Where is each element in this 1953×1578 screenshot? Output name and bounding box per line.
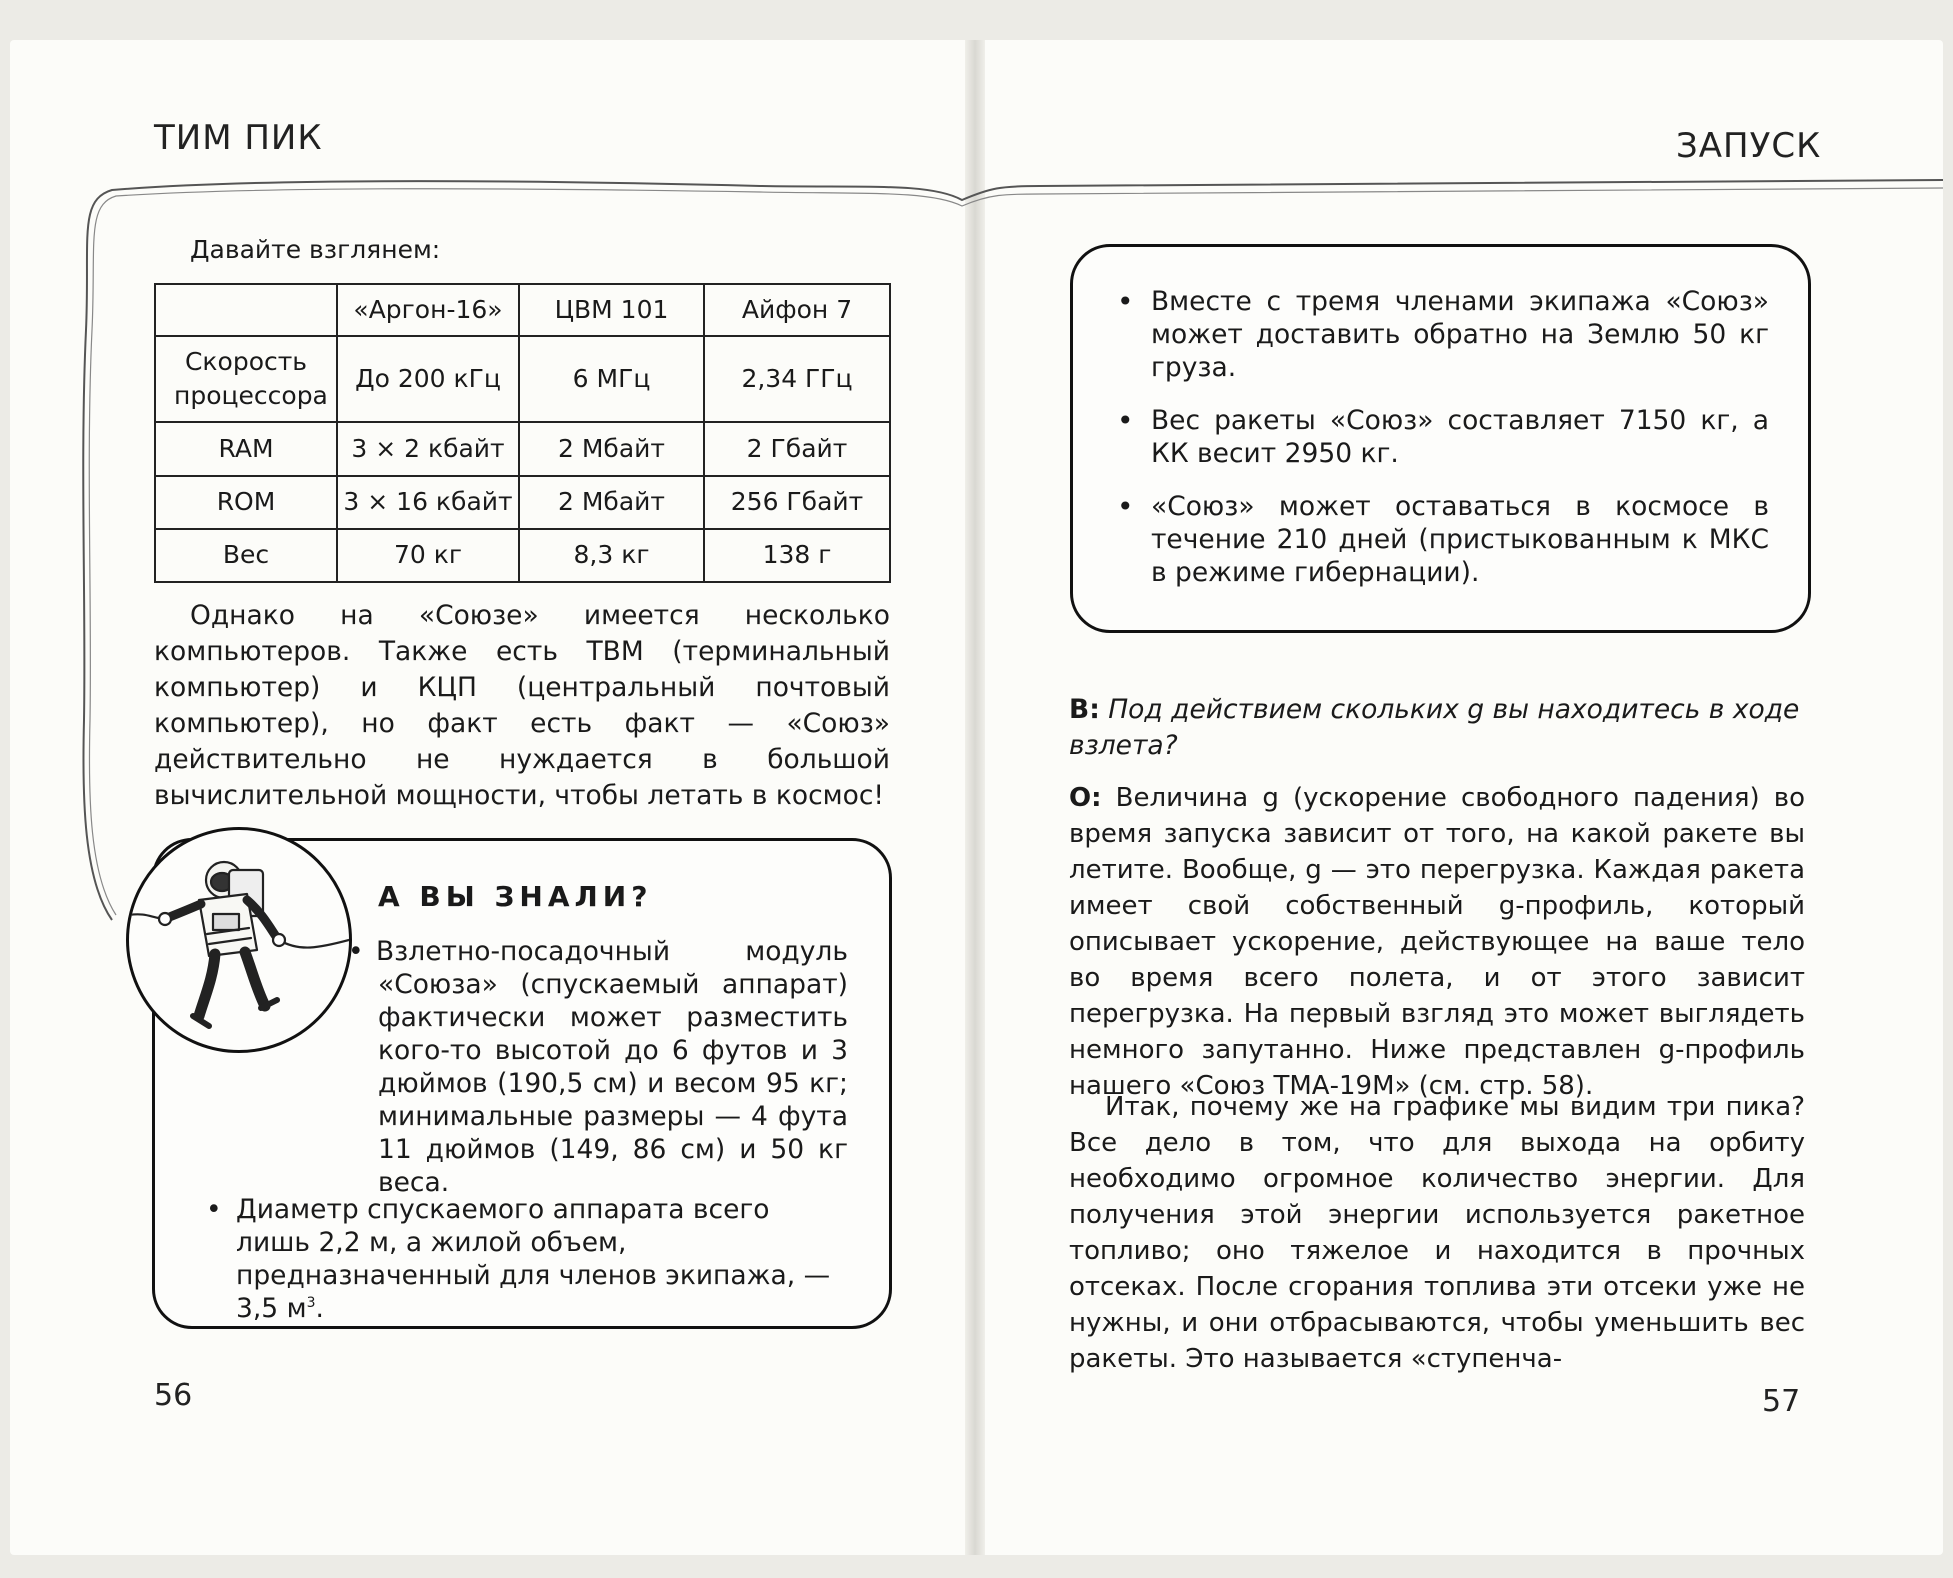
table-row-label: Вес	[155, 529, 337, 582]
astronaut-emblem	[126, 827, 352, 1053]
fact-item: • «Союз» может оставаться в космосе в течение 210 дней (пристыкованным к МКС в режиме гибернации).	[1151, 490, 1769, 589]
table-header-cell: ЦВМ 101	[519, 284, 704, 336]
table-row	[155, 336, 890, 422]
right-paragraph	[1069, 1089, 1805, 1377]
table-row	[155, 476, 890, 529]
astronaut-icon	[129, 830, 349, 1050]
left-paragraph	[154, 598, 890, 814]
table-cell: 2 Мбайт	[519, 476, 704, 529]
bullet-icon: •	[348, 936, 364, 967]
superscript-exponent: 3	[306, 1295, 316, 1312]
running-head-left: ТИМ ПИК	[154, 118, 323, 158]
fact-item: • Вес ракеты «Союз» составляет 7150 кг, а КК весит 2950 кг.	[1151, 404, 1769, 470]
table-row-label: Скорость процессора	[155, 336, 337, 422]
fact-item: • Вместе с тремя членами экипажа «Союз» может доставить обратно на Землю 50 кг груза.	[1151, 285, 1769, 384]
table-row-label: ROM	[155, 476, 337, 529]
page-number-right: 57	[1762, 1384, 1801, 1419]
facts-list	[1151, 285, 1769, 589]
table-row	[155, 529, 890, 582]
running-head-right: ЗАПУСК	[1676, 126, 1822, 166]
comparison-table	[154, 283, 891, 583]
table-cell: 138 г	[704, 529, 890, 582]
table-cell: 2 Гбайт	[704, 422, 890, 475]
table-cell: 6 МГц	[519, 336, 704, 422]
page-number-left: 56	[154, 1378, 193, 1413]
table-header-cell	[155, 284, 337, 336]
answer-block	[1069, 780, 1805, 1104]
answer-label: О:	[1069, 783, 1102, 813]
table-row-label: RAM	[155, 422, 337, 475]
answer-text: Величина g (ускорение свободного падения) во время запуска зависит от того, на какой ракете вы летите. Вообще, g — это перегрузка. Каждая ракета имеет свой собственный g-профиль, который описывает ускорение, действующее на ваше тело во время всего полета, и от этого зависит перегрузка. На первый взгляд это может выглядеть немного запутанно. Ниже представлен g-профиль нашего «Союз ТМА-19М» (см. стр. 58).	[1069, 783, 1805, 1101]
table-cell: До 200 кГц	[337, 336, 519, 422]
question-text: Под действием скольких g вы находитесь в ходе взлета?	[1069, 694, 1800, 761]
bullet-icon: •	[206, 1194, 222, 1225]
table-cell: 3 × 16 кбайт	[337, 476, 519, 529]
table-cell: 8,3 кг	[519, 529, 704, 582]
table-cell: 256 Гбайт	[704, 476, 890, 529]
right-paragraph-text: Итак, почему же на графике мы видим три пика? Все дело в том, что для выхода на орбиту необходимо огромное количество энергии. Для получения этой энергии используется ракетное топливо; оно тяжелое и находится в прочных отсеках. После сгорания топлива эти отсеки уже не нужны, и они отбрасываются, чтобы уменьшить вес ракеты. Это называется «ступенча-	[1069, 1092, 1805, 1374]
table-cell: 3 × 2 кбайт	[337, 422, 519, 475]
question-label: В:	[1069, 694, 1100, 725]
did-you-know-item	[206, 1193, 848, 1325]
facts-box	[1070, 244, 1811, 633]
question-block	[1069, 692, 1805, 764]
left-paragraph-text: Однако на «Союзе» имеется несколько компьютеров. Также есть ТВМ (терминальный компьютер) и КЦП (центральный почтовый компьютер), но факт есть факт — «Союз» действительно не нуждается в большой вычислительной мощности, чтобы летать в космос!	[154, 600, 890, 811]
did-you-know-item-2: Диаметр спускаемого аппарата всего лишь 2,2 м, а жилой объем, предназначенный для членов экипажа, — 3,5 м	[236, 1194, 831, 1324]
table-cell: 2 Мбайт	[519, 422, 704, 475]
table-cell: 70 кг	[337, 529, 519, 582]
table-header-cell: «Аргон-16»	[337, 284, 519, 336]
did-you-know-item-1: Взлетно-посадочный модуль «Союза» (спускаемый аппарат) фактически может разместить кого-то высотой до 6 футов и 3 дюймов (190,5 см) и весом 95 кг; минимальные размеры — 4 фута 11 дюймов (149, 86 см) и 50 кг веса.	[376, 936, 848, 1198]
table-header-cell: Айфон 7	[704, 284, 890, 336]
did-you-know-title: А ВЫ ЗНАЛИ?	[378, 880, 653, 913]
did-you-know-item-2-end: .	[315, 1293, 324, 1324]
table-row	[155, 422, 890, 475]
table-cell: 2,34 ГГц	[704, 336, 890, 422]
table-header-row	[155, 284, 890, 336]
table-intro: Давайте взглянем:	[190, 235, 441, 264]
did-you-know-item	[348, 935, 848, 1199]
